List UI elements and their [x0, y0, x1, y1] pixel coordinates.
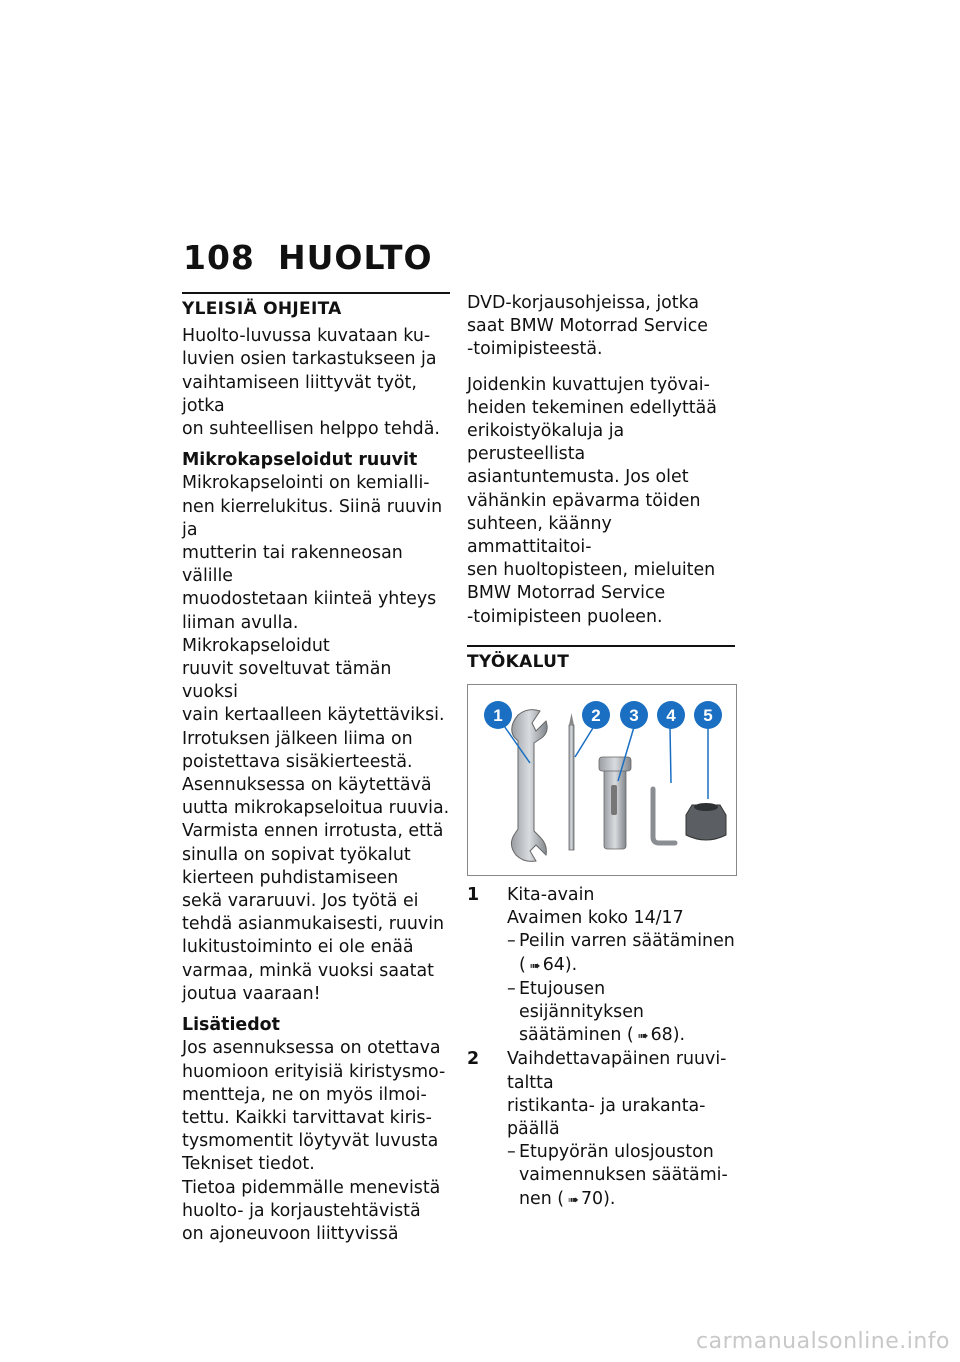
text-line: varmaa, minkä vuoksi saatat [182, 960, 434, 981]
text-line: on suhteellisen helppo tehdä. [182, 419, 440, 440]
text-line: vähänkin epävarma töiden [467, 490, 701, 511]
text-line: Asennuksessa on käytettävä [182, 775, 432, 796]
chapter-title: HUOLTO [278, 238, 433, 277]
page-ref-number: 64). [542, 954, 578, 975]
text-line: mentteja, ne on myös ilmoi- [182, 1084, 427, 1105]
text-line: huolto- ja korjaustehtävistä [182, 1200, 421, 1221]
page-ref-number: 68). [650, 1025, 686, 1046]
text-line: Mikrokapselointi on kemialli- [182, 473, 430, 494]
tools-illustration [468, 685, 736, 875]
tool-list [467, 884, 735, 1212]
text-line: tysmomentit löytyvät luvusta [182, 1131, 439, 1152]
text-line: -toimipisteestä. [467, 339, 603, 360]
page-ref-arrow-icon: ➠ [529, 958, 541, 974]
sub-item-text: nen [519, 1188, 552, 1209]
item-title: Vaihdettavapäinen ruuvi- [507, 1049, 727, 1070]
text-line: erikoistyökaluja ja perusteellista [467, 421, 625, 465]
text-line: heiden tekeminen edellyttää [467, 397, 717, 418]
text-line: on ajoneuvoon liittyvissä [182, 1223, 399, 1244]
callout-label-5: 5 [703, 706, 713, 726]
screwdriver-icon [569, 713, 574, 850]
intro-paragraph [182, 325, 450, 441]
expert-paragraph [467, 374, 735, 629]
bit-holder-icon [599, 757, 631, 849]
text-line: asiantuntemusta. Jos olet [467, 467, 689, 488]
text-line: suhteen, käänny ammattitaitoi- [467, 513, 612, 558]
hex-key-icon [653, 789, 675, 843]
microcapsule-paragraph [182, 472, 450, 1006]
sub-item-text: säätäminen [519, 1025, 622, 1046]
section-rule [182, 292, 450, 294]
tools-figure [467, 684, 737, 876]
list-item [467, 884, 735, 930]
text-line: tettu. Kaikki tarvittavat kiris- [182, 1107, 432, 1128]
item-title: taltta [507, 1072, 554, 1093]
info-paragraph [182, 1037, 450, 1246]
sub-list-item: – Etupyörän ulosjouston vaimennuksen säätämi- nen ( ➠ 70). [507, 1141, 735, 1212]
section-title-general: YLEISIÄ OHJEITA [182, 299, 342, 319]
sub-item-text: Etupyörän ulosjouston [519, 1142, 714, 1163]
text-line: lukitustoiminto ei ole enää [182, 937, 414, 958]
wrench-icon [511, 710, 547, 862]
text-line: saat BMW Motorrad Service [467, 316, 708, 337]
text-line: muodostetaan kiinteä yhteys [182, 589, 437, 610]
sub-item-text: Etujousen esijännityksen [519, 978, 644, 1023]
subhead-additional-info: Lisätiedot [182, 1015, 280, 1036]
text-line: poistettava sisäkierteestä. [182, 751, 413, 772]
item-number: 1 [467, 885, 480, 906]
section-title-tools: TYÖKALUT [467, 651, 570, 672]
item-title: Kita-avain [507, 885, 595, 906]
page-reference[interactable]: nen ( ➠ 70). [519, 1188, 735, 1212]
page-ref-number: 70). [580, 1188, 616, 1209]
page-ref-arrow-icon: ➠ [637, 1029, 649, 1045]
sub-list-item: – Peilin varren säätäminen ( ➠ 64). [507, 930, 735, 977]
text-line: Joidenkin kuvattujen työvai- [467, 374, 710, 395]
text-line: Irrotuksen jälkeen liima on [182, 728, 413, 749]
text-line: sinulla on sopivat työkalut [182, 844, 411, 865]
text-line: joutua vaaraan! [182, 983, 321, 1004]
item-number: 2 [467, 1049, 480, 1070]
page-number: 108 [183, 238, 255, 277]
text-line: Varmista ennen irrotusta, että [182, 821, 444, 842]
list-item [467, 1048, 735, 1141]
callout-label-3: 3 [629, 706, 639, 726]
continuation-paragraph [467, 292, 735, 362]
callout-label-1: 1 [493, 706, 503, 726]
item-detail: päällä [507, 1119, 560, 1140]
sub-item-text: Peilin varren säätäminen [519, 931, 735, 952]
text-line: ruuvit soveltuvat tämän vuoksi [182, 659, 392, 703]
text-line: vain kertaalleen käytettäviksi. [182, 705, 445, 726]
text-line: BMW Motorrad Service [467, 583, 666, 604]
page-header [183, 238, 433, 277]
callout-label-2: 2 [591, 706, 601, 726]
text-line: luvien osien tarkastukseen ja [182, 349, 437, 370]
item-detail: Avaimen koko 14/17 [507, 908, 684, 929]
item-detail: ristikanta- ja urakanta- [507, 1095, 706, 1116]
text-line: Tekniset tiedot. [182, 1154, 315, 1175]
text-line: -toimipisteen puoleen. [467, 606, 663, 627]
text-line: nen kierrelukitus. Siinä ruuvin ja [182, 496, 443, 540]
subhead-microcapsule: Mikrokapseloidut ruuvit [182, 450, 418, 471]
text-line: Tietoa pidemmälle menevistä [182, 1177, 441, 1198]
text-line: vaihtamiseen liittyvät työt, jotka [182, 372, 417, 416]
text-line: tehdä asianmukaisesti, ruuvin [182, 914, 445, 935]
text-line: uutta mikrokapseloitua ruuvia. [182, 798, 450, 819]
text-line: Jos asennuksessa on otettava [182, 1038, 441, 1059]
sub-item-text: vaimennuksen säätämi- [519, 1165, 728, 1186]
socket-nut-icon [686, 803, 726, 840]
text-line: DVD-korjausohjeissa, jotka [467, 293, 700, 313]
sub-list-item: – Etujousen esijännityksen säätäminen ( ➠ 68). [507, 978, 735, 1049]
text-line: liiman avulla. Mikrokapseloidut [182, 612, 330, 656]
text-line: huomioon erityisiä kiristysmo- [182, 1061, 446, 1082]
text-line: kierteen puhdistamiseen [182, 867, 399, 888]
text-line: sen huoltopisteen, mieluiten [467, 560, 716, 581]
watermark: carmanualsonline.info [696, 1329, 950, 1354]
text-line: sekä vararuuvi. Jos työtä ei [182, 891, 419, 912]
right-column [467, 292, 735, 1212]
callout-label-4: 4 [666, 706, 676, 726]
page-ref-arrow-icon: ➠ [568, 1192, 579, 1208]
text-line: Huolto-luvussa kuvataan ku- [182, 326, 431, 347]
left-column [182, 292, 450, 1254]
text-line: mutterin tai rakenneosan välille [182, 543, 403, 587]
section-rule [467, 645, 735, 647]
page-reference[interactable]: säätäminen ( ➠ 68). [519, 1024, 735, 1048]
page-reference[interactable]: ( ➠ 64). [519, 954, 735, 978]
